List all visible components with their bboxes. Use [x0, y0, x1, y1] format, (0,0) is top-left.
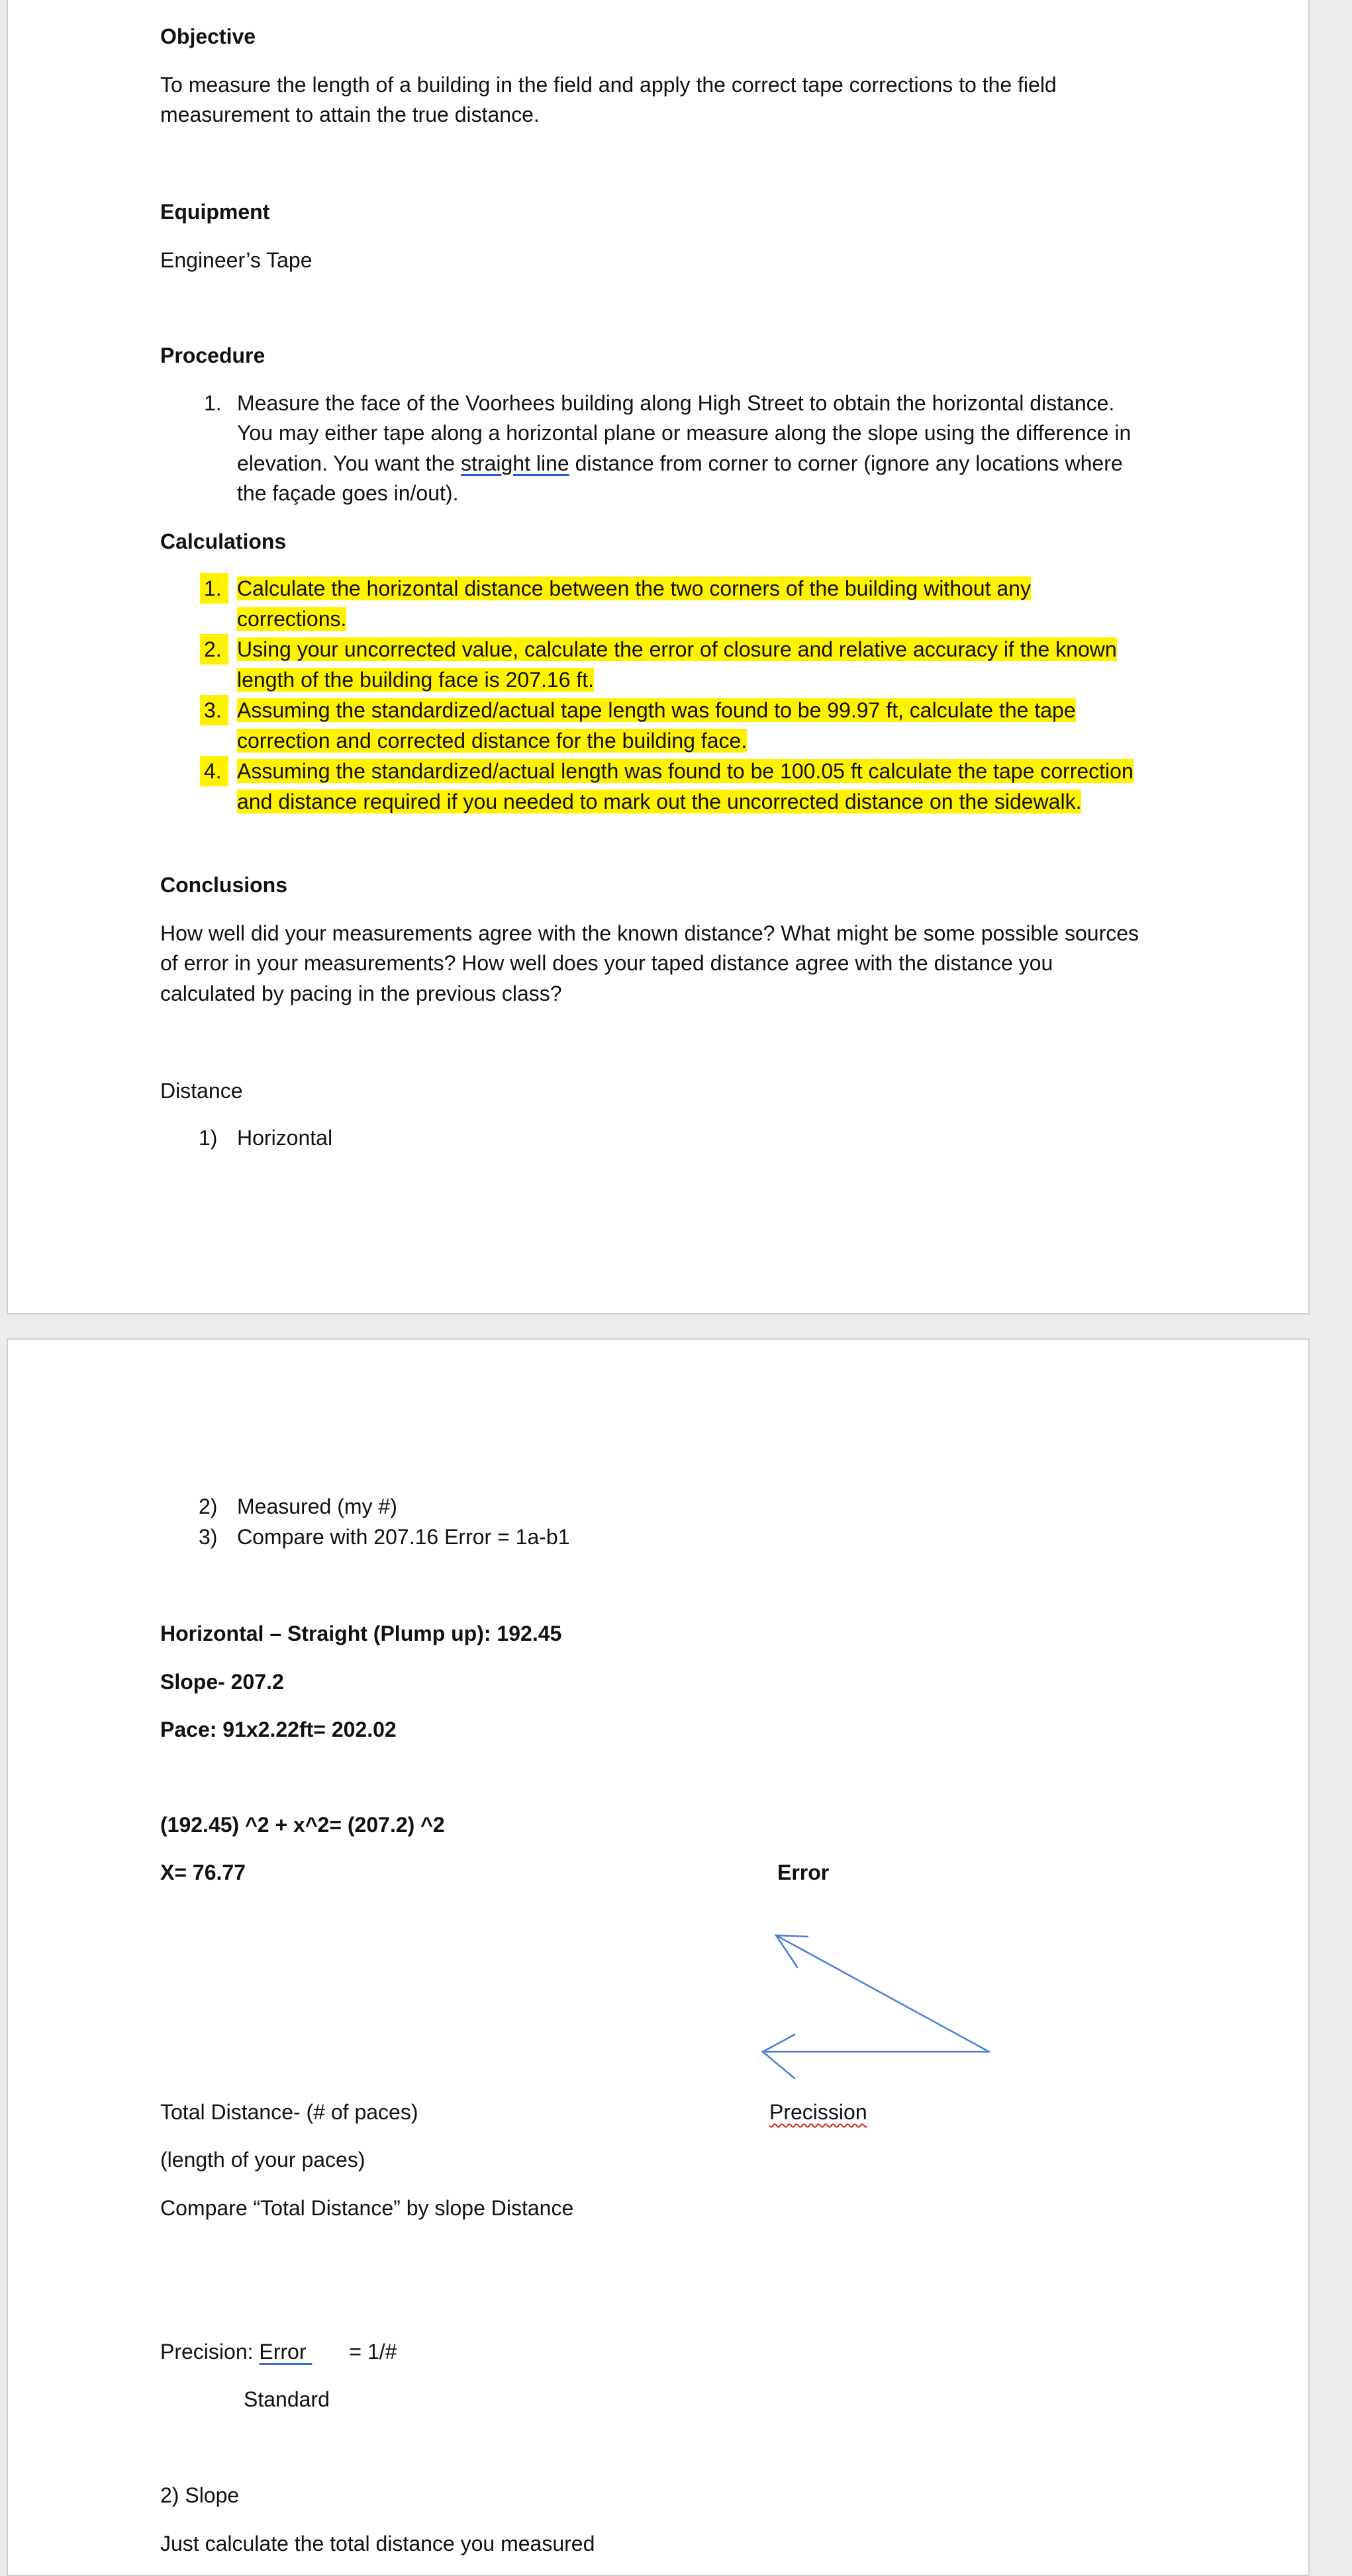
- slope-heading: 2) Slope: [160, 2483, 240, 2507]
- calc-3-text-1: Assuming the standardized/actual tape length was found to be 99.97 ft, calculate the tape: [237, 698, 1076, 722]
- horizontal-measurement: Horizontal – Straight (Plump up): 192.45: [160, 1622, 562, 1645]
- conclusions-heading: Conclusions: [160, 873, 288, 897]
- compare-line: Compare “Total Distance” by slope Distance: [160, 2196, 574, 2220]
- calc-3-line-2: [237, 725, 747, 756]
- calc-3-line-1: [237, 695, 1076, 725]
- equipment-item: Engineer’s Tape: [160, 248, 313, 272]
- objective-heading: Objective: [160, 24, 256, 48]
- distance-item-1-number: 1): [199, 1126, 218, 1150]
- document-page-1: [7, 0, 1310, 1314]
- calc-2-line-1: [237, 634, 1117, 665]
- calc-1-number: 1.: [200, 573, 228, 604]
- procedure-line-1: Measure the face of the Voorhees building along High Street to obtain the horizontal distance.: [237, 391, 1115, 415]
- calc-4-text-2: and distance required if you needed to mark out the uncorrected distance on the sidewalk.: [237, 790, 1082, 813]
- calc-4-number: 4.: [200, 756, 228, 786]
- precission-label: [769, 2097, 867, 2127]
- calc-2-line-2: [237, 665, 594, 695]
- precision-standard-denominator: Standard: [244, 2387, 330, 2411]
- calc-2-text-2: length of the building face is 207.16 ft.: [237, 668, 595, 692]
- calc-1-line-2: [237, 604, 346, 634]
- procedure-number: 1.: [204, 391, 222, 415]
- precision-result: = 1/#: [349, 2340, 397, 2364]
- objective-text-line-1: To measure the length of a building in the field and apply the correct tape corrections to the field: [160, 73, 1057, 97]
- distance-label: Distance: [160, 1079, 243, 1103]
- calculations-heading: Calculations: [160, 529, 287, 553]
- horizontal-arrow-head: [763, 2035, 795, 2078]
- slope-instruction: Just calculate the total distance you measured: [160, 2532, 595, 2555]
- procedure-line-2: You may either tape along a horizontal plane or measure along the slope using the difference in: [237, 421, 1132, 445]
- straight-line-term: straight line: [461, 451, 569, 475]
- calc-2-text-1: Using your uncorrected value, calculate the error of closure and relative accuracy if the known: [237, 637, 1117, 661]
- item-2-text: Measured (my #): [237, 1495, 397, 1518]
- calc-4-text-1: Assuming the standardized/actual length was found to be 100.05 ft calculate the tape correction: [237, 759, 1134, 783]
- error-label: Error: [777, 1861, 830, 1884]
- calc-1-text-1: Calculate the horizontal distance between the two corners of the building without any: [237, 576, 1031, 600]
- equipment-heading: Equipment: [160, 200, 270, 224]
- slope-measurement: Slope- 207.2: [160, 1670, 284, 1694]
- calc-4-line-1: [237, 756, 1134, 786]
- calc-1-text-2: corrections.: [237, 607, 347, 631]
- conclusions-line-3: calculated by pacing in the previous class?: [160, 982, 562, 1005]
- hand-drawn-arrows: [736, 1909, 1014, 2094]
- calc-1-line-1: [237, 573, 1031, 604]
- conclusions-line-2: of error in your measurements? How well does your taped distance agree with the distance you: [160, 951, 1053, 975]
- pythagorean-equation: (192.45) ^2 + x^2= (207.2) ^2: [160, 1813, 445, 1837]
- calc-3-number: 3.: [200, 695, 228, 725]
- precission-text: Precission: [769, 2100, 867, 2124]
- procedure-line-3-end: distance from corner to corner (ignore any locations where: [569, 451, 1123, 475]
- diagonal-arrow-head: [776, 1935, 808, 1967]
- procedure-line-3: [237, 448, 1123, 479]
- conclusions-line-1: How well did your measurements agree with the known distance? What might be some possible sources: [160, 921, 1139, 945]
- procedure-heading: Procedure: [160, 344, 266, 367]
- x-result: X= 76.77: [160, 1861, 246, 1884]
- document-page-2: [7, 1338, 1310, 2576]
- calc-2-number: 2.: [200, 634, 228, 665]
- procedure-line-4: the façade goes in/out).: [237, 481, 459, 505]
- procedure-line-3-start: elevation. You want the: [237, 451, 461, 475]
- calc-3-text-2: correction and corrected distance for the building face.: [237, 729, 748, 753]
- calc-4-line-2: [237, 786, 1081, 817]
- item-2-number: 2): [199, 1495, 218, 1518]
- objective-text-line-2: measurement to attain the true distance.: [160, 103, 540, 126]
- diagonal-arrow-line: [776, 1935, 989, 2052]
- precision-error-numerator: Error: [259, 2340, 313, 2364]
- item-3-text: Compare with 207.16 Error = 1a-b1: [237, 1525, 570, 1549]
- distance-item-1: Horizontal: [237, 1126, 333, 1150]
- item-3-number: 3): [199, 1525, 218, 1549]
- precision-prefix: Precision:: [160, 2340, 260, 2364]
- pace-measurement: Pace: 91x2.22ft= 202.02: [160, 1718, 397, 1741]
- precision-formula: [160, 2336, 397, 2367]
- length-of-paces-line: (length of your paces): [160, 2148, 365, 2172]
- total-distance-line: Total Distance- (# of paces): [160, 2100, 418, 2124]
